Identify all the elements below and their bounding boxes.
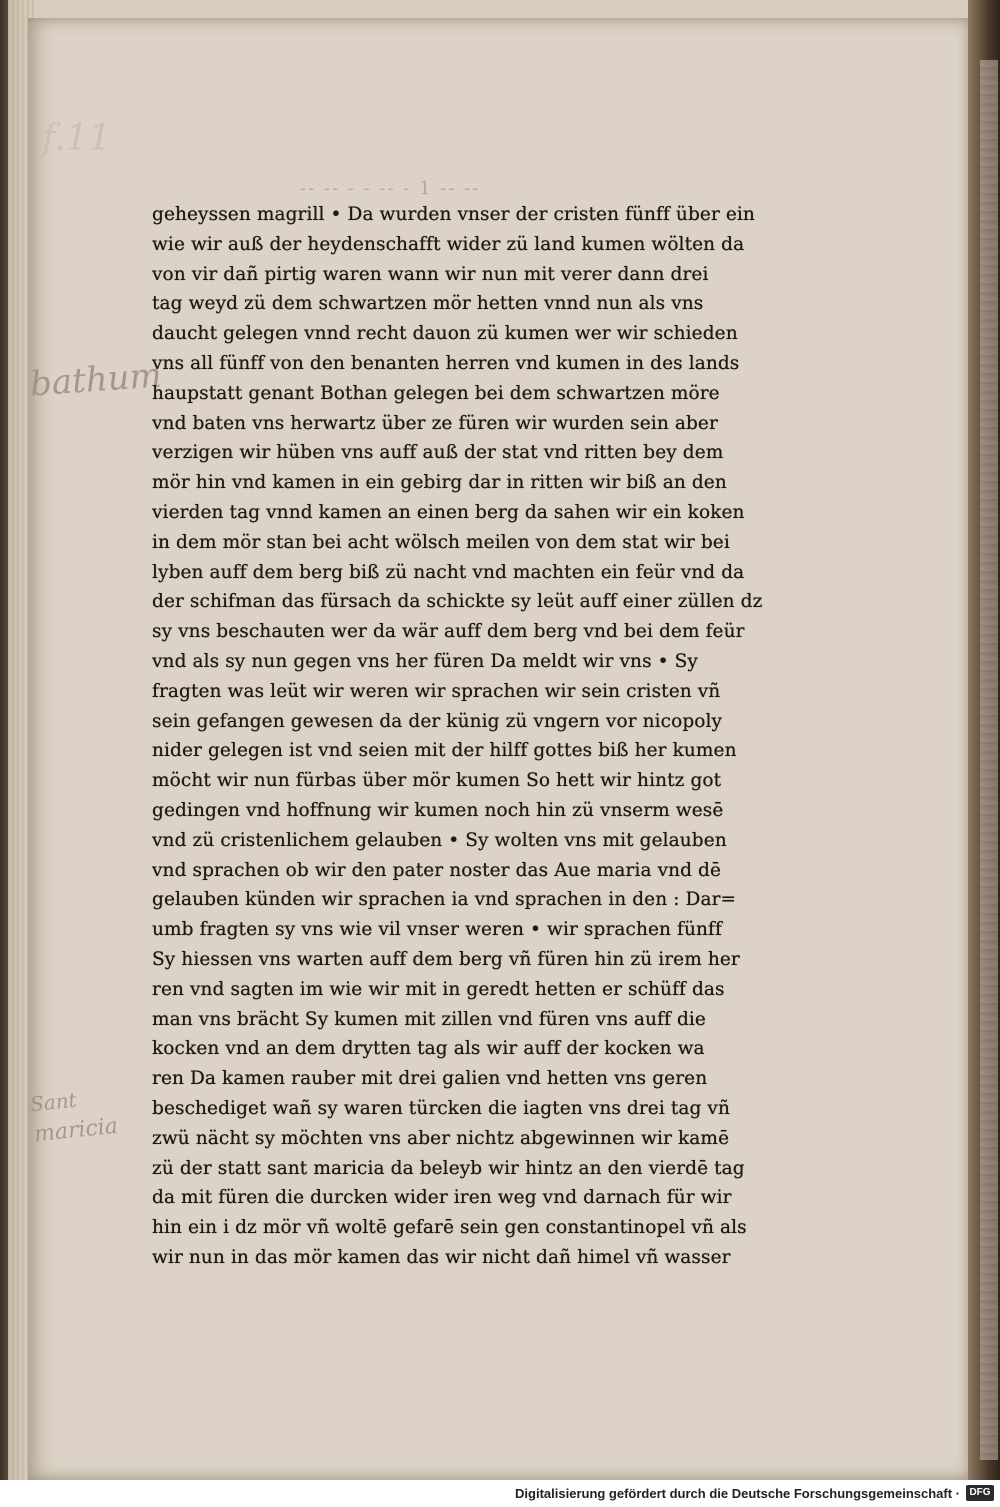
text-line: zwü nächt sy möchten vns aber nichtz abgewinnen wir kamē bbox=[152, 1127, 730, 1149]
text-line: vnd baten vns herwartz über ze füren wir wurden sein aber bbox=[152, 412, 718, 434]
text-line: zü der statt sant maricia da beleyb wir hintz an den vierdē tag bbox=[152, 1157, 745, 1179]
text-line: kocken vnd an dem drytten tag als wir auff der kocken wa bbox=[152, 1038, 705, 1060]
text-line: wie wir auß der heydenschafft wider zü land kumen wölten da bbox=[152, 233, 745, 255]
text-line: tag weyd zü dem schwartzen mör hetten vnnd nun als vns bbox=[152, 293, 704, 315]
text-line: sein gefangen gewesen da der künig zü vngern vor nicopoly bbox=[152, 710, 723, 732]
margin-folio-mark: f.11 bbox=[42, 118, 112, 159]
text-line: mör hin vnd kamen in ein gebirg dar in ritten wir biß an den bbox=[152, 472, 727, 494]
text-line: vnd als sy nun gegen vns her füren Da meldt wir vns • Sy bbox=[152, 650, 698, 672]
dfg-logo: DFG bbox=[966, 1485, 994, 1501]
footer-bar bbox=[0, 1480, 1000, 1507]
text-line: verzigen wir hüben vns auff auß der stat vnd ritten bey dem bbox=[152, 442, 724, 464]
text-line: vns all fünff von den benanten herren vnd kumen in des lands bbox=[152, 352, 740, 374]
text-line: lyben auff dem berg biß zü nacht vnd machten ein feür vnd da bbox=[152, 561, 745, 583]
text-line: vnd sprachen ob wir den pater noster das Aue maria vnd dē bbox=[152, 859, 722, 881]
text-line: nider gelegen ist vnd seien mit der hilff gottes biß her kumen bbox=[152, 740, 737, 762]
text-line: hin ein i dz mör vñ woltē gefarē sein gen constantinopel vñ als bbox=[152, 1217, 747, 1239]
text-line: in dem mör stan bei acht wölsch meilen von dem stat wir bei bbox=[152, 531, 730, 553]
text-line: ren vnd sagten im wie wir mit in geredt hetten er schüff das bbox=[152, 978, 725, 1000]
text-line: wir nun in das mör kamen das wir nicht dañ himel vñ wasser bbox=[152, 1246, 731, 1268]
text-line: fragten was leüt wir weren wir sprachen wir sein cristen vñ bbox=[152, 680, 721, 702]
main-text-block bbox=[152, 200, 790, 1273]
text-line: gedingen vnd hoffnung wir kumen noch hin zü vnserm wesē bbox=[152, 799, 724, 821]
text-line: vierden tag vnnd kamen an einen berg da sahen wir ein koken bbox=[152, 501, 745, 523]
text-line: haupstatt genant Bothan gelegen bei dem schwartzen möre bbox=[152, 382, 720, 404]
text-line: möcht wir nun fürbas über mör kumen So hett wir hintz got bbox=[152, 770, 722, 792]
text-line: geheyssen magrill • Da wurden vnser der cristen fünff über ein bbox=[152, 204, 755, 225]
text-line: vnd zü cristenlichem gelauben • Sy wolten vns mit gelauben bbox=[152, 829, 727, 851]
text-line: umb fragten sy vns wie vil vnser weren • wir sprachen fünff bbox=[152, 919, 722, 941]
text-line: beschediget wañ sy waren türcken die iagten vns drei tag vñ bbox=[152, 1097, 730, 1119]
text-line: da mit füren die durcken wider iren weg vnd darnach für wir bbox=[152, 1187, 732, 1209]
text-line: der schifman das fürsach da schickte sy leüt auff einer züllen dz bbox=[152, 591, 763, 613]
text-line: man vns brächt Sy kumen mit zillen vnd füren vns auff die bbox=[152, 1008, 706, 1030]
funding-credit: Digitalisierung gefördert durch die Deutsche Forschungsgemeinschaft · bbox=[515, 1486, 960, 1501]
header-scribble: -- -- - - -- - 1 -- -- bbox=[300, 178, 481, 199]
text-line: gelauben künden wir sprachen ia vnd sprachen in den : Dar= bbox=[152, 889, 737, 911]
text-line: ren Da kamen rauber mit drei galien vnd hetten vns geren bbox=[152, 1068, 708, 1090]
book-binding-right bbox=[968, 0, 1000, 1507]
margin-note-maricia: maricia bbox=[32, 1113, 120, 1148]
margin-note-sant: Sant bbox=[28, 1087, 78, 1117]
text-line: Sy hiessen vns warten auff dem berg vñ füren hin zü irem her bbox=[152, 948, 740, 970]
text-line: daucht gelegen vnnd recht dauon zü kumen wer wir schieden bbox=[152, 323, 738, 345]
text-line: von vir dañ pirtig waren wann wir nun mit verer dann drei bbox=[152, 263, 709, 285]
margin-note-bathum: bathum bbox=[28, 355, 163, 405]
text-line: sy vns beschauten wer da wär auff dem berg vnd bei dem feür bbox=[152, 621, 745, 643]
